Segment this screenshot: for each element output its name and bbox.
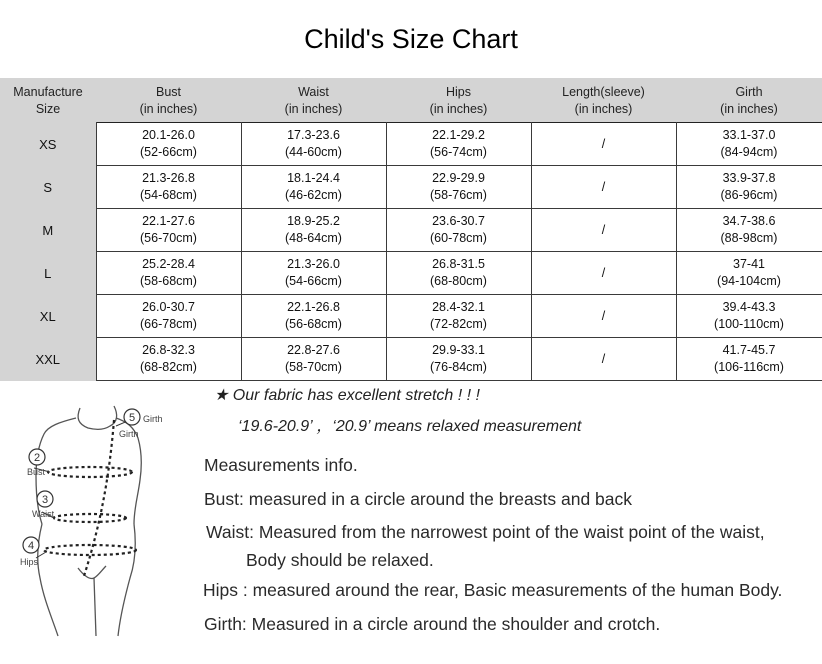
body-measurement-figure bbox=[18, 400, 178, 640]
table-cell bbox=[531, 166, 676, 209]
table-cell bbox=[96, 338, 241, 381]
table-row bbox=[0, 166, 822, 209]
cell-cm: (54-66cm) bbox=[285, 274, 342, 288]
cell-cm: (66-78cm) bbox=[140, 317, 197, 331]
table-cell bbox=[531, 252, 676, 295]
cell-cm: (46-62cm) bbox=[285, 188, 342, 202]
hips-description: Hips : measured around the rear, Basic measurements of the human Body. bbox=[203, 580, 783, 600]
table-cell bbox=[96, 252, 241, 295]
cell-cm: (86-96cm) bbox=[720, 188, 778, 202]
measurements-heading: Measurements info. bbox=[204, 455, 358, 475]
hips-number: 4 bbox=[27, 540, 35, 552]
size-label: L bbox=[0, 252, 96, 295]
table-cell bbox=[531, 338, 676, 381]
cell-inches: / bbox=[601, 179, 606, 194]
cell-cm: (60-78cm) bbox=[430, 231, 487, 245]
table-cell bbox=[676, 338, 822, 381]
cell-inches: 17.3-23.6 bbox=[287, 128, 340, 142]
table-cell bbox=[531, 123, 676, 166]
cell-inches: 21.3-26.0 bbox=[287, 257, 340, 271]
cell-cm: (56-74cm) bbox=[430, 145, 487, 159]
cell-inches: 37-41 bbox=[733, 257, 765, 271]
table-row bbox=[0, 252, 822, 295]
cell-cm: (106-116cm) bbox=[714, 360, 784, 374]
cell-cm: (88-98cm) bbox=[720, 231, 778, 245]
girth-small-label: Girth bbox=[119, 429, 139, 439]
table-cell bbox=[241, 338, 386, 381]
table-cell bbox=[96, 295, 241, 338]
label-leaders bbox=[34, 420, 130, 558]
table-cell bbox=[96, 123, 241, 166]
table-cell bbox=[241, 209, 386, 252]
cell-cm: (72-82cm) bbox=[430, 317, 487, 331]
stretch-note: ★ Our fabric has excellent stretch ! ! ! bbox=[214, 387, 480, 404]
table-cell bbox=[96, 166, 241, 209]
cell-inches: / bbox=[601, 351, 606, 366]
cell-inches: 26.0-30.7 bbox=[142, 300, 195, 314]
size-label: XL bbox=[0, 295, 96, 338]
size-label: XS bbox=[0, 123, 96, 166]
table-cell bbox=[386, 123, 531, 166]
cell-inches: / bbox=[601, 308, 606, 323]
girth-number: 5 bbox=[128, 412, 136, 424]
cell-cm: (54-68cm) bbox=[140, 188, 197, 202]
cell-cm: (56-68cm) bbox=[285, 317, 342, 331]
table-row bbox=[0, 209, 822, 252]
cell-cm: (52-66cm) bbox=[140, 145, 197, 159]
cell-inches: / bbox=[601, 222, 606, 237]
size-chart-table bbox=[0, 80, 822, 381]
girth-label: Girth bbox=[143, 414, 163, 424]
cell-inches: 29.9-33.1 bbox=[432, 343, 485, 357]
table-header-row bbox=[0, 80, 822, 123]
cell-inches: 34.7-38.6 bbox=[722, 214, 776, 228]
cell-cm: (68-80cm) bbox=[430, 274, 487, 288]
table-cell bbox=[241, 166, 386, 209]
cell-cm: (84-94cm) bbox=[720, 145, 778, 159]
cell-cm: (100-110cm) bbox=[714, 317, 784, 331]
cell-cm: (44-60cm) bbox=[285, 145, 342, 159]
table-cell bbox=[386, 338, 531, 381]
page-title: Child's Size Chart bbox=[304, 24, 518, 54]
cell-inches: 20.1-26.0 bbox=[142, 128, 195, 142]
cell-inches: 23.6-30.7 bbox=[432, 214, 485, 228]
cell-cm: (48-64cm) bbox=[285, 231, 342, 245]
cell-inches: 28.4-32.1 bbox=[432, 300, 485, 314]
cell-inches: 22.1-29.2 bbox=[432, 128, 485, 142]
cell-inches: 22.9-29.9 bbox=[432, 171, 485, 185]
waist-description: Waist: Measured from the narrowest point of the waist point of the waist, bbox=[206, 522, 765, 542]
table-cell bbox=[676, 123, 822, 166]
waist-label: Waist bbox=[32, 509, 55, 519]
table-cell bbox=[386, 252, 531, 295]
table-cell bbox=[241, 123, 386, 166]
girth-description: Girth: Measured in a circle around the shoulder and crotch. bbox=[204, 614, 661, 634]
header-length: Length(sleeve) (in inches) bbox=[562, 85, 645, 116]
size-label: S bbox=[0, 166, 96, 209]
cell-inches: 26.8-31.5 bbox=[432, 257, 485, 271]
bust-label: Bust bbox=[27, 467, 46, 477]
hips-label: Hips bbox=[20, 557, 39, 567]
table-cell bbox=[386, 295, 531, 338]
cell-cm: (58-70cm) bbox=[285, 360, 342, 374]
header-waist: Waist (in inches) bbox=[284, 85, 343, 116]
table-cell bbox=[386, 166, 531, 209]
cell-inches: / bbox=[601, 265, 606, 280]
cell-cm: (76-84cm) bbox=[430, 360, 487, 374]
cell-inches: 21.3-26.8 bbox=[142, 171, 195, 185]
table-cell bbox=[676, 252, 822, 295]
table-row bbox=[0, 123, 822, 166]
cell-inches: 39.4-43.3 bbox=[722, 300, 776, 314]
bust-description: Bust: measured in a circle around the breasts and back bbox=[204, 489, 633, 509]
header-bust: Bust (in inches) bbox=[139, 85, 198, 116]
cell-inches: 41.7-45.7 bbox=[722, 343, 776, 357]
cell-cm: (94-104cm) bbox=[717, 274, 781, 288]
header-girth: Girth (in inches) bbox=[720, 85, 778, 116]
table-cell bbox=[676, 209, 822, 252]
cell-inches: 22.8-27.6 bbox=[287, 343, 340, 357]
cell-inches: 33.9-37.8 bbox=[722, 171, 776, 185]
cell-inches: 26.8-32.3 bbox=[142, 343, 195, 357]
header-hips: Hips (in inches) bbox=[429, 85, 488, 116]
size-label: XXL bbox=[0, 338, 96, 381]
cell-cm: (68-82cm) bbox=[140, 360, 197, 374]
cell-inches: 25.2-28.4 bbox=[142, 257, 195, 271]
table-cell bbox=[531, 295, 676, 338]
cell-inches: 22.1-27.6 bbox=[142, 214, 195, 228]
table-cell bbox=[386, 209, 531, 252]
cell-cm: (58-76cm) bbox=[430, 188, 487, 202]
cell-inches: 18.9-25.2 bbox=[287, 214, 340, 228]
cell-inches: 33.1-37.0 bbox=[722, 128, 776, 142]
table-cell bbox=[531, 209, 676, 252]
cell-cm: (56-70cm) bbox=[140, 231, 197, 245]
waist-description-cont: Body should be relaxed. bbox=[246, 550, 434, 570]
table-cell bbox=[676, 166, 822, 209]
relaxed-note: ‘19.6-20.9’ ，‘20.9’ means relaxed measurement bbox=[238, 418, 582, 435]
cell-inches: / bbox=[601, 136, 606, 151]
waist-number: 3 bbox=[41, 494, 49, 506]
header-size: Manufacture Size bbox=[13, 85, 83, 117]
table-row bbox=[0, 295, 822, 338]
cell-inches: 22.1-26.8 bbox=[287, 300, 340, 314]
table-cell bbox=[241, 295, 386, 338]
bust-number: 2 bbox=[33, 452, 41, 464]
table-cell bbox=[676, 295, 822, 338]
size-label: M bbox=[0, 209, 96, 252]
table-cell bbox=[96, 209, 241, 252]
cell-cm: (58-68cm) bbox=[140, 274, 197, 288]
table-cell bbox=[241, 252, 386, 295]
cell-inches: 18.1-24.4 bbox=[287, 171, 340, 185]
table-row bbox=[0, 338, 822, 381]
